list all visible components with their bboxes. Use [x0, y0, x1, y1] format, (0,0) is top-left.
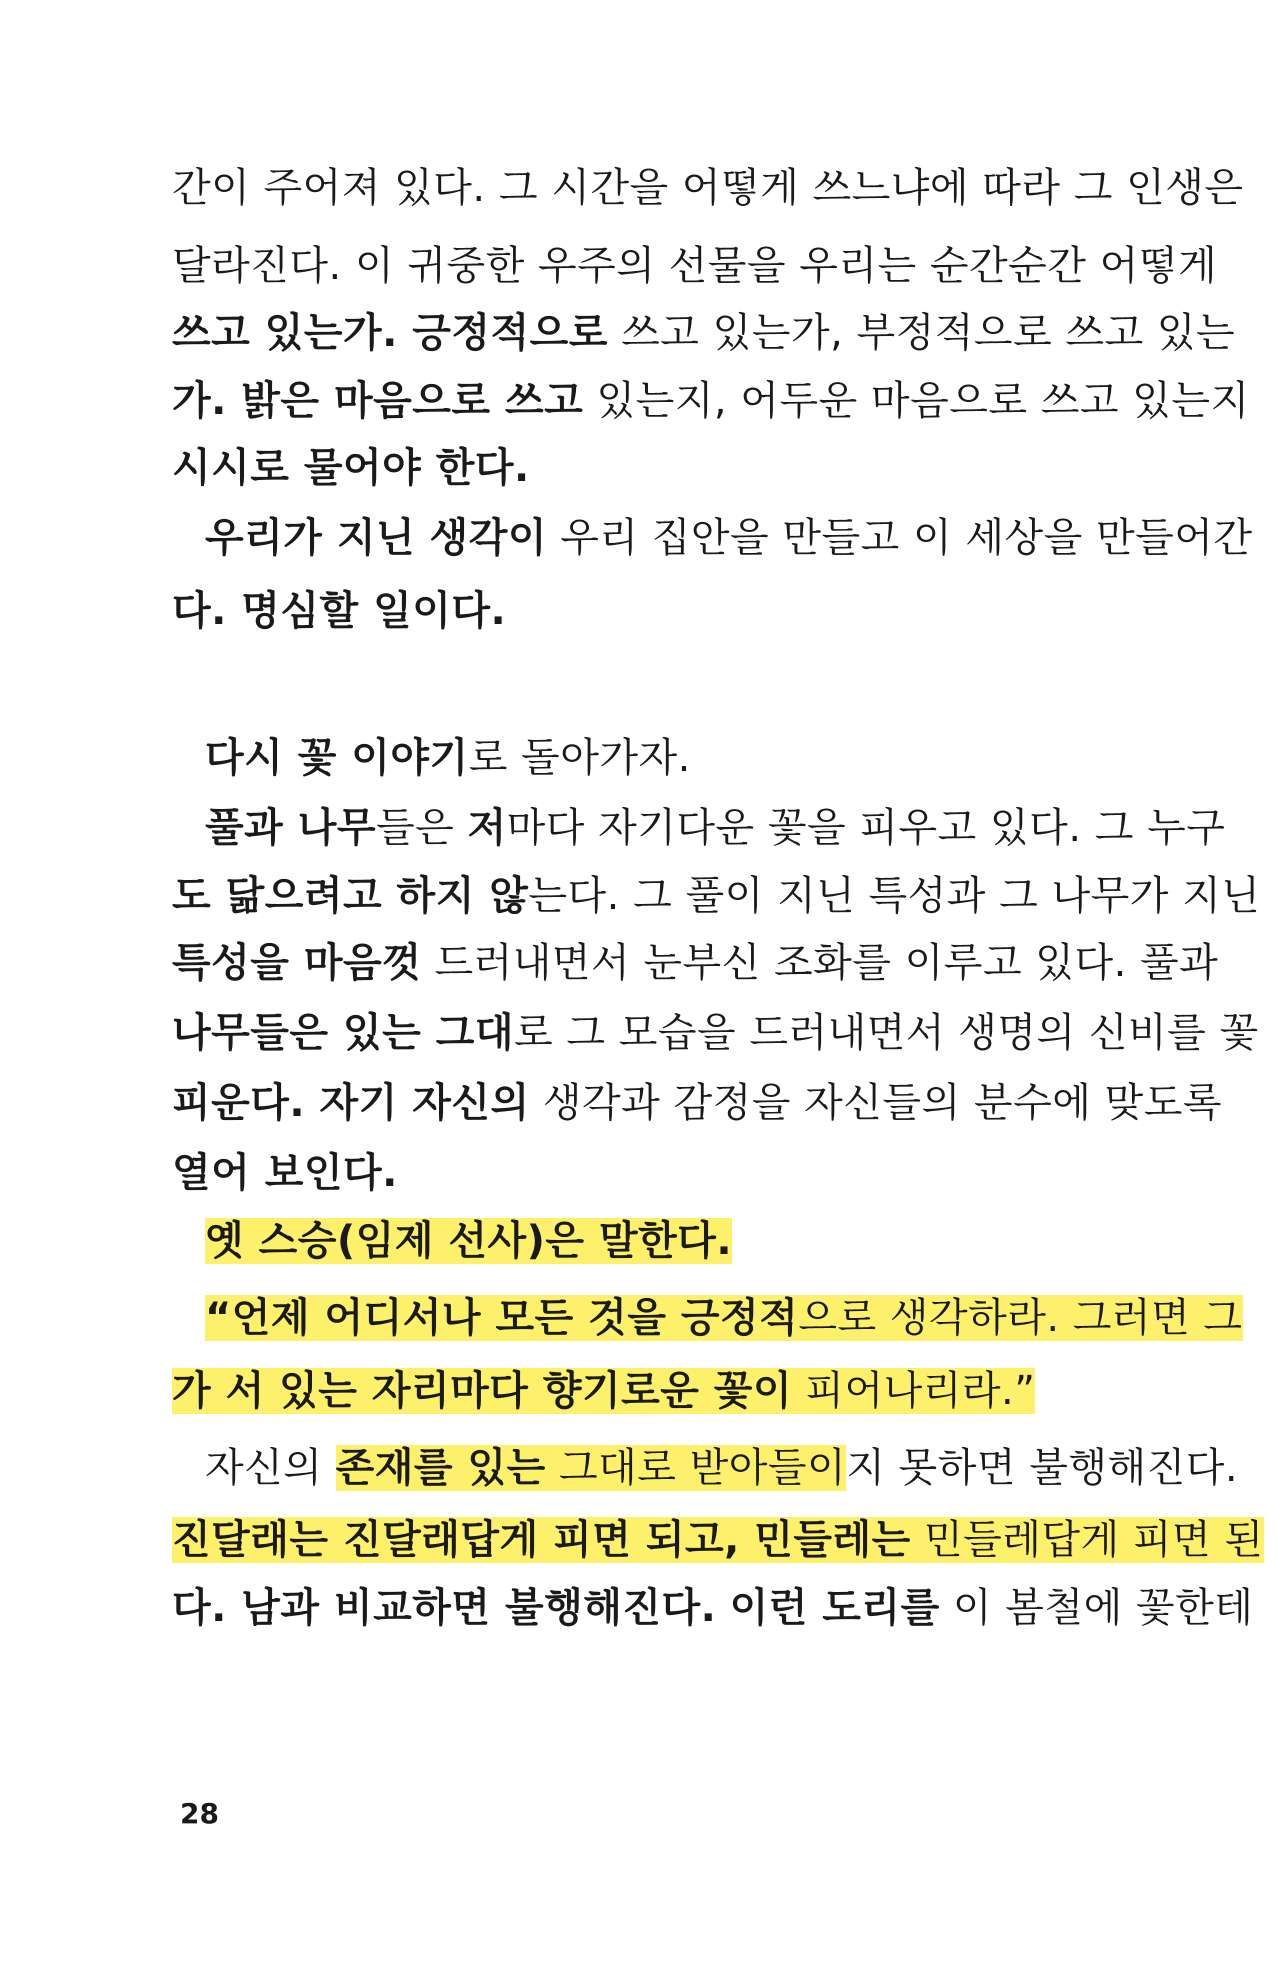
- text-line: [205, 1440, 1239, 1496]
- bold-text: 다. 명심할 일이다.: [172, 588, 507, 634]
- text-segment: 우리 집안을 만들고 이 세상을 만들어간: [546, 515, 1253, 561]
- text-line: [172, 868, 1261, 924]
- text-line: [172, 440, 1132, 496]
- highlighted-text: 옛 스승(임제 선사)은 말한다.: [205, 1218, 733, 1264]
- highlighted-text: “언제 어디서나 모든 것을 긍정적: [205, 1295, 799, 1341]
- text-segment: 드러내면서 눈부신 조화를 이루고 있다. 풀과: [421, 940, 1219, 986]
- text-segment: 자신의: [205, 1445, 336, 1491]
- text-line: [172, 160, 1244, 216]
- highlighted-text: 민들레답게 피면 된: [910, 1517, 1264, 1563]
- bold-text: 저: [467, 805, 507, 851]
- bold-text: 가. 밝은 마음으로 쓰고: [172, 378, 584, 424]
- text-line: [205, 800, 1226, 856]
- text-segment: [716, 1585, 729, 1631]
- text-segment: 로 돌아가자.: [468, 735, 691, 781]
- page-number: 28: [180, 1797, 219, 1830]
- text-segment: 달라진다. 이 귀중한 우주의 선물을 우리는 순간순간 어떻게: [172, 243, 1218, 289]
- text-segment: 는다. 그 풀이 지닌 특성과 그 나무가 지닌: [528, 873, 1261, 919]
- text-line: [172, 1580, 1254, 1636]
- text-line: [172, 373, 1250, 429]
- bold-text: 피운다. 자기 자신의: [172, 1080, 530, 1126]
- bold-text: 시시로 물어야 한다.: [172, 445, 530, 491]
- highlighted-text: 가 서 있는 자리마다 향기로운 꽃이: [172, 1368, 793, 1414]
- bold-text: 이런 도리를: [729, 1585, 940, 1631]
- text-segment: 들은: [376, 805, 468, 851]
- text-segment: 지 못하면 불행해진다.: [846, 1445, 1239, 1491]
- highlighted-text: 그대로 받아들이: [545, 1445, 847, 1491]
- text-segment: 이 봄철에 꽃한테: [939, 1585, 1254, 1631]
- text-segment: 쓰고 있는가, 부정적으로 쓰고 있는: [607, 310, 1236, 356]
- text-line: [172, 238, 1218, 294]
- bold-text: 도 닮으려고 하지 않: [172, 873, 529, 919]
- text-line: [172, 935, 1219, 991]
- text-segment: 간이 주어져 있다. 그 시간을 어떻게 쓰느냐에 따라 그 인생은: [172, 165, 1244, 211]
- text-line: [172, 583, 1132, 639]
- text-line: [172, 1363, 1132, 1419]
- text-line: [205, 1213, 1132, 1269]
- highlighted-text: 피어나리라.”: [792, 1368, 1036, 1414]
- text-line: [172, 1512, 1264, 1568]
- text-line: [172, 1145, 1132, 1201]
- text-line: [205, 510, 1253, 566]
- bold-text: 다. 남과 비교하면 불행해진다.: [172, 1585, 717, 1631]
- text-segment: 로 그 모습을 드러내면서 생명의 신비를 꽃: [513, 1010, 1259, 1056]
- bold-text: 열어 보인다.: [172, 1150, 398, 1196]
- text-segment: 마다 자기다운 꽃을 피우고 있다. 그 누구: [506, 805, 1226, 851]
- text-line: [205, 730, 1132, 786]
- text-segment: 있는지, 어두운 마음으로 쓰고 있는지: [583, 378, 1250, 424]
- bold-text: 풀과 나무: [205, 805, 376, 851]
- text-segment: 생각과 감정을 자신들의 분수에 맞도록: [529, 1080, 1222, 1126]
- text-line: [172, 1005, 1259, 1061]
- bold-text: 쓰고 있는가. 긍정적으로: [172, 310, 608, 356]
- highlighted-text: 으로 생각하라. 그러면 그: [798, 1295, 1243, 1341]
- highlighted-text: 진달래는 진달래답게 피면 되고, 민들레는: [172, 1517, 911, 1563]
- bold-text: 우리가 지닌 생각이: [205, 515, 547, 561]
- bold-text: 특성을 마음껏: [172, 940, 422, 986]
- text-line: [172, 305, 1236, 361]
- bold-text: 다시 꽃 이야기: [205, 735, 469, 781]
- bold-text: 나무들은 있는 그대: [172, 1010, 514, 1056]
- text-line: [205, 1290, 1243, 1346]
- text-line: [172, 1075, 1222, 1131]
- highlighted-text: 존재를 있는: [335, 1445, 546, 1491]
